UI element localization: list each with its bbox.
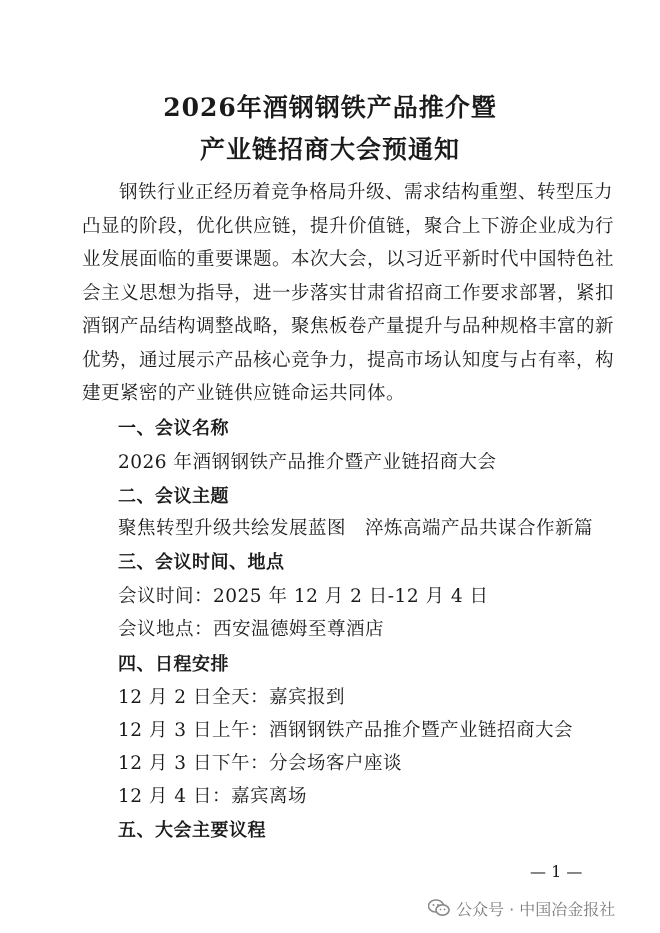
intro-line: 钢铁行业正经历着竞争格局升级、需求结构重塑、转型压力 [119,182,614,203]
intro-line: 酒钢产品结构调整战略，聚焦板卷产量提升与品种规格丰富的新 [82,316,615,337]
meeting-name-text: 2026 年酒钢钢铁产品推介暨产业链招商大会 [118,452,497,473]
schedule-item: 12 月 4 日：嘉宾离场 [118,786,307,807]
meeting-time-text: 会议时间：2025 年 12 月 2 日-12 月 4 日 [118,586,489,607]
doc-title-line1: 2026年酒钢钢铁产品推介暨 [163,93,497,122]
watermark [428,895,615,921]
intro-paragraph [82,176,615,411]
section-heading-agenda: 五、大会主要议程 [118,820,266,841]
intro-line: 建更紧密的产业链供应链命运共同体。 [82,383,406,404]
wechat-icon [428,899,450,917]
intro-line: 优势，通过展示产品核心竞争力，提高市场认知度与占有率，构 [82,349,615,371]
schedule-item: 12 月 3 日下午：分会场客户座谈 [118,753,402,774]
section-heading-theme: 二、会议主题 [118,486,229,507]
section-heading-meeting-name: 一、会议名称 [118,418,229,439]
schedule-item: 12 月 2 日全天：嘉宾报到 [118,687,345,708]
theme-text: 聚焦转型升级共绘发展蓝图 淬炼高端产品共谋合作新篇 [118,518,594,539]
schedule-item: 12 月 3 日上午：酒钢钢铁产品推介暨产业链招商大会 [118,720,573,741]
intro-line: 凸显的阶段，优化供应链，提升价值链，聚合上下游企业成为行 [82,215,615,237]
doc-title-line2: 产业链招商大会预通知 [199,135,460,164]
intro-line: 业发展面临的重要课题。本次大会，以习近平新时代中国特色社 [82,249,615,270]
section-heading-time-place: 三、会议时间、地点 [118,552,285,573]
meeting-place-text: 会议地点：西安温德姆至尊酒店 [118,619,385,640]
watermark-text: 公众号 · 中国冶金报社 [456,899,616,919]
section-heading-schedule: 四、日程安排 [118,654,229,675]
page-number: — 1 — [530,862,583,881]
intro-line: 会主义思想为指导，进一步落实甘肃省招商工作要求部署，紧扣 [82,282,615,304]
